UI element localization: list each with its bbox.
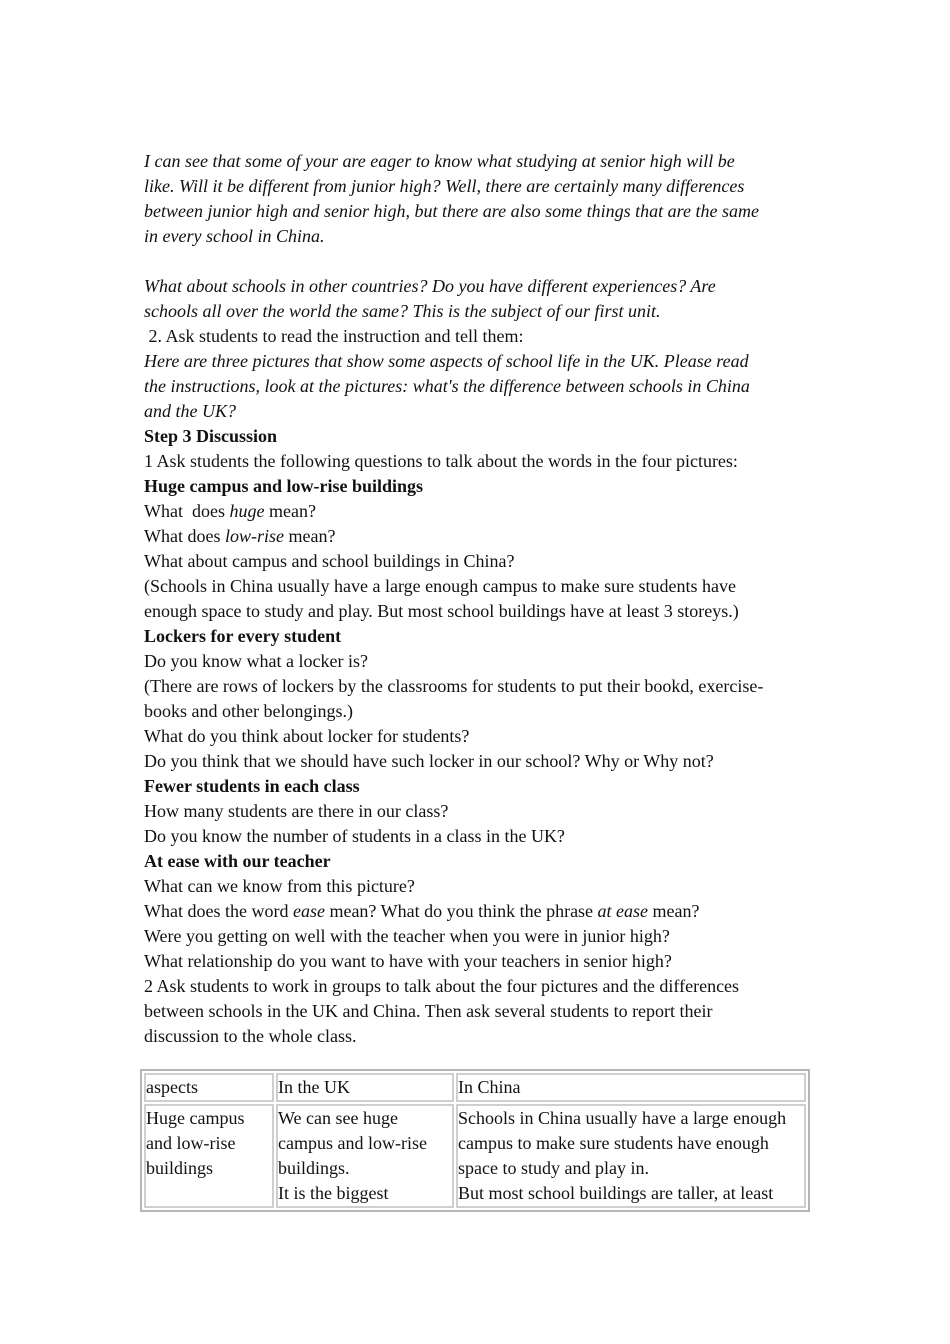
cell-china: Schools in China usually have a large enough campus to make sure students have enough space to study and play in. But most school buildings are taller, at least	[456, 1104, 806, 1208]
ease-heading: At ease with our teacher	[144, 851, 331, 871]
campus-answer-line-1: (Schools in China usually have a large enough campus to make sure students have	[144, 576, 737, 596]
document-body	[144, 149, 810, 1049]
campus-heading: Huge campus and low-rise buildings	[144, 476, 424, 496]
step3-intro: 1 Ask students the following questions to talk about the words in the four pictures:	[144, 451, 738, 471]
fewer-question-1: How many students are there in our class?	[144, 801, 449, 821]
campus-question-3: What about campus and school buildings in China?	[144, 551, 515, 571]
fewer-heading: Fewer students in each class	[144, 776, 360, 796]
intro-paragraph-2: What about schools in other countries? Do you have different experiences? Are schools all over the world the same? This is the subject of our first unit.	[144, 276, 716, 321]
ease-question-1: What can we know from this picture?	[144, 876, 415, 896]
header-cell-uk: In the UK	[276, 1073, 454, 1102]
lockers-question-3: Do you think that we should have such locker in our school? Why or Why not?	[144, 751, 714, 771]
campus-question-2: What does low-rise mean?	[144, 526, 336, 546]
paragraph-gap	[144, 249, 810, 274]
lockers-heading: Lockers for every student	[144, 626, 342, 646]
cell-uk: We can see huge campus and low-rise buildings. It is the biggest	[276, 1104, 454, 1208]
fewer-question-2: Do you know the number of students in a class in the UK?	[144, 826, 565, 846]
group-task-paragraph: 2 Ask students to work in groups to talk about the four pictures and the differences between schools in the UK and China. Then ask several students to report their discussion to the whole class.	[144, 976, 740, 1046]
comparison-table	[140, 1069, 810, 1212]
intro-paragraph-3: Here are three pictures that show some aspects of school life in the UK. Please read the instructions, look at the pictures: what's the difference between schools in China and the UK?	[144, 351, 750, 421]
lockers-question-2: What do you think about locker for students?	[144, 726, 470, 746]
ease-question-2: What does the word ease mean? What do you think the phrase at ease mean?	[144, 901, 700, 921]
campus-answer-line-2: enough space to study and play. But most school buildings have at least 3 storeys.)	[144, 601, 739, 621]
step2-instruction: 2. Ask students to read the instruction and tell them:	[144, 326, 524, 346]
ease-question-3: Were you getting on well with the teacher when you were in junior high?	[144, 926, 670, 946]
campus-question-1: What does huge mean?	[144, 501, 316, 521]
header-cell-china: In China	[456, 1073, 806, 1102]
cell-aspect: Huge campus and low-rise buildings	[144, 1104, 274, 1208]
intro-paragraph-1: I can see that some of your are eager to know what studying at senior high will be like. Will it be different from junior high? Well, there are certainly many differences between junior high and senior high, but there are also some things that are the same in every school in China.	[144, 151, 759, 246]
table-row	[144, 1104, 806, 1208]
header-cell-aspects: aspects	[144, 1073, 274, 1102]
lockers-answer-line-2: books and other belongings.)	[144, 701, 353, 721]
ease-question-4: What relationship do you want to have with your teachers in senior high?	[144, 951, 672, 971]
lockers-answer-line-1: (There are rows of lockers by the classrooms for students to put their bookd, exercise-	[144, 676, 764, 696]
lockers-question-1: Do you know what a locker is?	[144, 651, 368, 671]
step3-heading: Step 3 Discussion	[144, 426, 278, 446]
table-header-row	[144, 1073, 806, 1102]
